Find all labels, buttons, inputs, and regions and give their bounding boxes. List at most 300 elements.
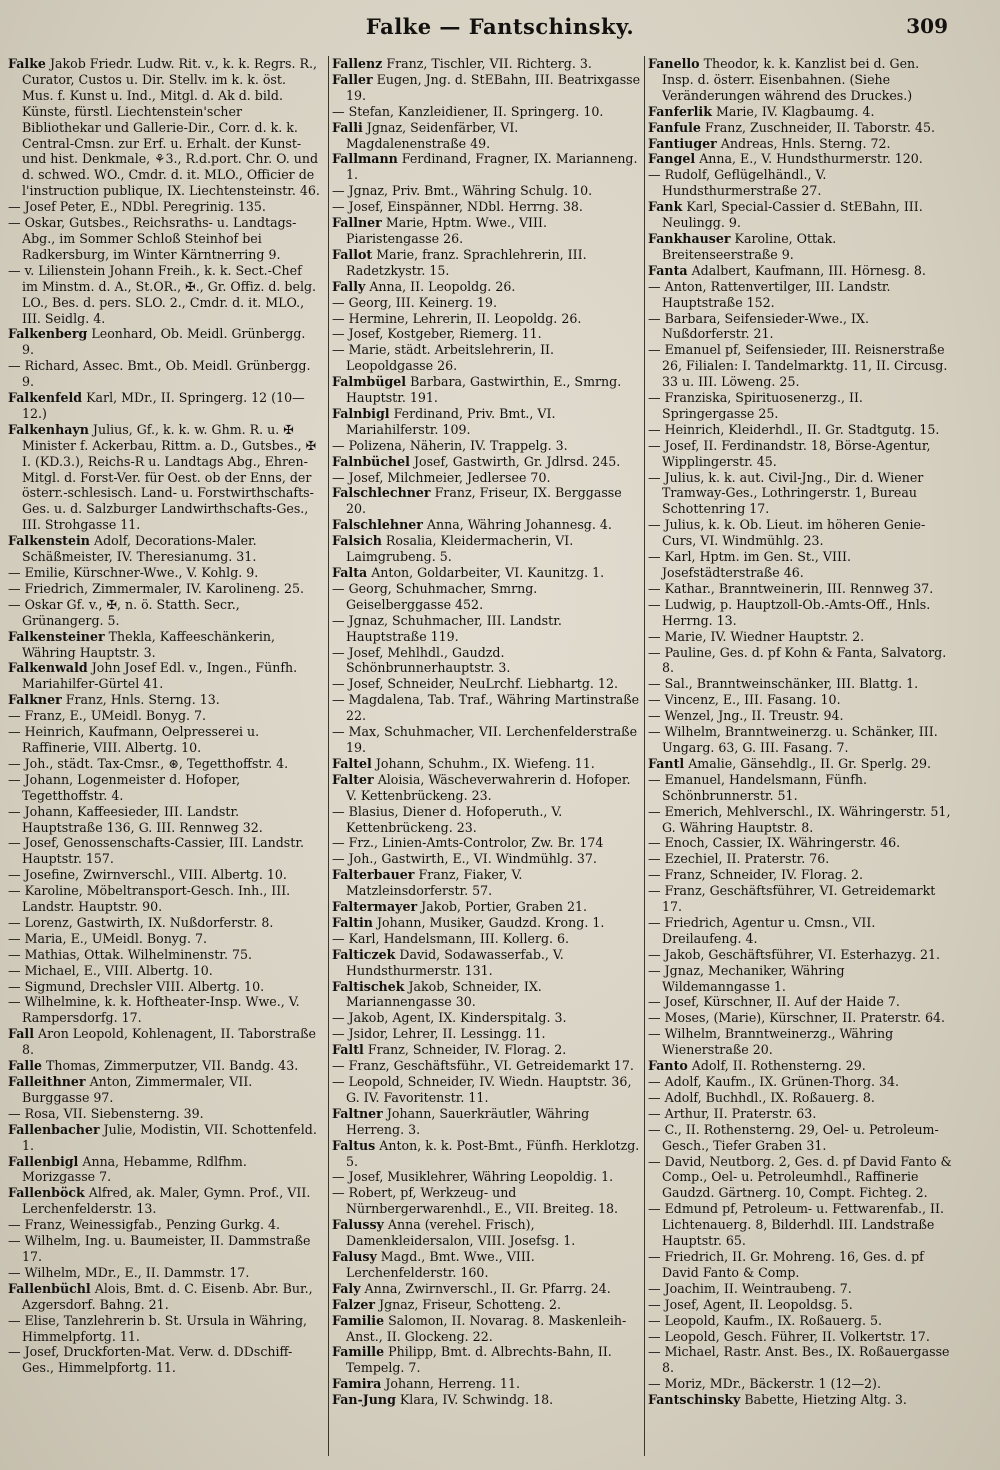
- entry-surname: Fanfule: [648, 119, 701, 135]
- entry-text: — Maria, E., UMeidl. Bonyg. 7.: [8, 930, 207, 946]
- entry-text: — Elise, Tanzlehrerin b. St. Ursula in Währing, Himmelpfortg. 11.: [8, 1312, 308, 1344]
- entry-text: — Michael, E., VIII. Albertg. 10.: [8, 962, 213, 978]
- directory-entry: [648, 756, 954, 772]
- directory-entry: [332, 1392, 642, 1408]
- directory-entry: [648, 1074, 954, 1090]
- directory-entry: [332, 406, 642, 438]
- entry-surname: Fanello: [648, 56, 700, 71]
- directory-entry: [648, 1010, 954, 1026]
- entry-text: — Emanuel, Handelsmann, Fünfh. Schönbrunnerstr. 51.: [648, 771, 867, 803]
- entry-text: Andreas, Hnls. Sterng. 72.: [720, 135, 891, 151]
- entry-text: Anna, Zwirnverschl., II. Gr. Pfarrg. 24.: [364, 1280, 611, 1296]
- directory-entry: [332, 470, 642, 486]
- directory-entry: [648, 1376, 954, 1392]
- entry-surname: Fallot: [332, 246, 373, 262]
- entry-text: — Josef, Einspänner, NDbl. Herrng. 38.: [332, 199, 583, 215]
- directory-entry: [648, 56, 954, 104]
- entry-surname: Faltner: [332, 1105, 383, 1121]
- entry-text: — Josef, Kürschner, II. Auf der Haide 7.: [648, 994, 900, 1010]
- entry-surname: Faltus: [332, 1137, 376, 1153]
- directory-entry: [648, 1201, 954, 1249]
- entry-text: — Leopold, Kaufm., IX. Roßauerg. 5.: [648, 1312, 882, 1328]
- entry-text: — Sigmund, Drechsler VIII. Albertg. 10.: [8, 978, 265, 994]
- entry-text: Julie, Modistin, VII. Schottenfeld. 1.: [22, 1121, 317, 1153]
- entry-text: Franz, Schneider, IV. Florag. 2.: [367, 1042, 567, 1058]
- directory-entry: [332, 804, 642, 836]
- directory-entry: [8, 835, 320, 867]
- entry-text: — Karl, Hptm. im Gen. St., VIII. Josefstädterstraße 46.: [648, 549, 851, 580]
- directory-entry: [648, 1249, 954, 1281]
- entry-surname: Falnbigl: [332, 405, 390, 421]
- entry-text: — Frz., Linien-Amts-Controlor, Zw. Br. 174: [332, 835, 604, 851]
- directory-entry: [648, 438, 954, 470]
- entry-text: — Polizena, Näherin, IV. Trappelg. 3.: [332, 437, 568, 453]
- directory-entry: [332, 947, 642, 979]
- entry-text: Babette, Hietzing Altg. 3.: [744, 1392, 907, 1408]
- entry-surname: Fan-Jung: [332, 1392, 396, 1408]
- entry-text: Ferdinand, Priv. Bmt., VI. Mariahilferstr. 109.: [346, 405, 556, 437]
- entry-text: Marie, IV. Klagbaumg. 4.: [715, 103, 875, 119]
- entry-surname: Falkenfeld: [8, 390, 83, 406]
- entry-text: — Josef, Musiklehrer, Währing Leopoldig. 1.: [332, 1169, 614, 1185]
- directory-entry: [648, 883, 954, 915]
- entry-text: Alois, Bmt. d. C. Eisenb. Abr. Bur., Azgersdorf. Bahng. 21.: [22, 1280, 313, 1312]
- entry-surname: Falkensteiner: [8, 628, 105, 644]
- directory-entry: [8, 692, 320, 708]
- page-header: [0, 8, 1000, 42]
- entry-text: Anna, Währing Johannesg. 4.: [426, 517, 612, 533]
- entry-text: — Georg, III. Keinerg. 19.: [332, 294, 497, 310]
- entry-surname: Fallenz: [332, 56, 383, 71]
- directory-entry: [332, 1138, 642, 1170]
- entry-text: Adolf, II. Rothensterng. 29.: [691, 1058, 866, 1074]
- entry-text: — Moses, (Marie), Kürschner, II. Praterstr. 64.: [648, 1010, 945, 1026]
- entry-text: — Wilhelmine, k. k. Hoftheater-Insp. Wwe., V. Rampersdorfg. 17.: [8, 994, 300, 1026]
- entry-text: Thekla, Kaffeeschänkerin, Währing Hauptstr. 3.: [22, 628, 276, 660]
- entry-surname: Falkenhayn: [8, 421, 89, 437]
- entry-text: David, Sodawasserfab., V. Hundsthurmerstr. 131.: [346, 946, 564, 978]
- directory-entry: [648, 597, 954, 629]
- directory-entry: [648, 629, 954, 645]
- entry-text: — Oskar, Gutsbes., Reichsraths- u. Landtags-Abg., im Sommer Schloß Steinhof bei Radkersburg, im Winter Kärntnerring 9.: [8, 215, 297, 262]
- entry-text: — Heinrich, Kaufmann, Oelpresserei u. Raffinerie, VIII. Albertg. 10.: [8, 724, 260, 755]
- directory-entry: [648, 947, 954, 963]
- directory-entry: [8, 1313, 320, 1345]
- entry-text: — Adolf, Buchhdl., IX. Roßauerg. 8.: [648, 1089, 875, 1105]
- entry-text: — Lorenz, Gastwirth, IX. Nußdorferstr. 8.: [8, 914, 274, 930]
- entry-text: — Max, Schuhmacher, VII. Lerchenfelderstraße 19.: [332, 724, 638, 755]
- entry-text: — Edmund pf, Petroleum- u. Fettwarenfab., II. Lichtenauerg. 8, Bilderhdl. III. Landstraße Hauptstr. 65.: [648, 1201, 944, 1249]
- directory-entry: [332, 899, 642, 915]
- entry-text: — Franziska, Spirituosenerzg., II. Springergasse 25.: [648, 390, 863, 421]
- directory-entry: [332, 1281, 642, 1297]
- directory-entry: [332, 1106, 642, 1138]
- entry-text: — Leopold, Schneider, IV. Wiedn. Hauptstr. 36, G. IV. Favoritenstr. 11.: [332, 1074, 632, 1105]
- entry-surname: Fallner: [332, 215, 382, 231]
- entry-text: Josef, Gastwirth, Gr. Jdlrsd. 245.: [413, 453, 621, 469]
- directory-entry: [332, 342, 642, 374]
- entry-text: Johann, Herreng. 11.: [385, 1376, 520, 1392]
- directory-entry: [332, 581, 642, 613]
- directory-entry: [8, 883, 320, 915]
- directory-entry: [8, 326, 320, 358]
- entry-text: — Wilhelm, Branntweinerzg., Währing Wienerstraße 20.: [648, 1026, 894, 1058]
- directory-entry: [648, 342, 954, 390]
- directory-entry: [648, 994, 954, 1010]
- directory-entry: [648, 772, 954, 804]
- entry-text: — Arthur, II. Praterstr. 63.: [648, 1105, 817, 1121]
- entry-text: — Karl, Handelsmann, III. Kollerg. 6.: [332, 930, 570, 946]
- entry-surname: Falkner: [8, 692, 62, 708]
- entry-surname: Faltermayer: [332, 899, 418, 915]
- directory-entry: [8, 358, 320, 390]
- entry-text: — v. Lilienstein Johann Freih., k. k. Sect.-Chef im Minstm. d. A., St.OR., ✠., Gr. Offiz. d. belg. LO., Bes. d. pers. SLO. 2., Cmdr. d. it. MLO., III. Seidlg. 4.: [8, 262, 317, 326]
- entry-text: Franz, Hnls. Sterng. 13.: [65, 692, 220, 708]
- directory-entry: [332, 565, 642, 581]
- entry-text: — Julius, k. k. aut. Civil-Jng., Dir. d. Wiener Tramway-Ges., Lothringerstr. 1, Bureau Schottenring 17.: [648, 469, 924, 517]
- directory-entry: [332, 835, 642, 851]
- entry-text: Franz, Zuschneider, II. Taborstr. 45.: [704, 119, 935, 135]
- directory-entry: [332, 215, 642, 247]
- directory-entry: [332, 1217, 642, 1249]
- directory-entry: [8, 390, 320, 422]
- entry-text: — David, Neutborg. 2, Ges. d. pf David Fanto & Comp., Oel- u. Petroleumhdl., Raffinerie Gaudzd. Gärtnerg. 10, Compt. Fichteg. 2.: [648, 1153, 952, 1201]
- entry-text: Theodor, k. k. Kanzlist bei d. Gen. Insp. d. österr. Eisenbahnen. (Siehe Veränderungen während des Druckes.): [662, 56, 920, 103]
- entry-surname: Fanta: [648, 262, 688, 278]
- directory-entry: [332, 1010, 642, 1026]
- entry-text: — Hermine, Lehrerin, II. Leopoldg. 26.: [332, 310, 582, 326]
- entry-surname: Falnbüchel: [332, 453, 410, 469]
- directory-entry: [332, 692, 642, 724]
- entry-text: John Josef Edl. v., Ingen., Fünfh. Mariahilfer-Gürtel 41.: [22, 660, 298, 692]
- directory-entry: [8, 1026, 320, 1058]
- entry-text: — Oskar Gf. v., ✠, n. ö. Statth. Secr., Grünangerg. 5.: [8, 596, 240, 628]
- entry-text: Leonhard, Ob. Meidl. Grünbergg. 9.: [22, 326, 306, 358]
- directory-entry: [8, 1058, 320, 1074]
- entry-text: — Rudolf, Geflügelhändl., V. Hundsthurmerstraße 27.: [648, 167, 827, 199]
- directory-entry: [332, 485, 642, 517]
- entry-text: Julius, Gf., k. k. w. Ghm. R. u. ✠ Minister f. Ackerbau, Rittm. a. D., Gutsbes., ✠ I. (KD.3.), Reichs-R u. Landtags Abg., Ehren-Mitgl. d. Forst-Ver. für Oest. ob der Enns, der österr.-schlesisch. Land- u. Forstwirthschafts-Ges. u. d. Salzburger Landwirthschafts-Ges., III. Strohgasse 11.: [22, 421, 317, 533]
- entry-text: — Friedrich, Agentur u. Cmsn., VII. Dreilaufeng. 4.: [648, 914, 876, 946]
- directory-entry: [332, 72, 642, 104]
- entry-surname: Falticzek: [332, 946, 396, 962]
- entry-text: Adolf, Decorations-Maler. Schäßmeister, IV. Theresianumg. 31.: [22, 533, 257, 565]
- entry-text: Anton, k. k. Post-Bmt., Fünfh. Herklotzg. 5.: [346, 1137, 640, 1169]
- directory-entry: [332, 1169, 642, 1185]
- directory-entry: [8, 724, 320, 756]
- entry-surname: Fantl: [648, 755, 685, 771]
- entry-text: Ferdinand, Fragner, IX. Marianneng. 1.: [346, 151, 638, 183]
- entry-text: Anna, Hebamme, Rdlfhm. Morizgasse 7.: [22, 1153, 247, 1185]
- entry-surname: Falkenstein: [8, 533, 90, 549]
- entry-surname: Falussy: [332, 1217, 384, 1233]
- entry-text: — Josef, Kostgeber, Riemerg. 11.: [332, 326, 542, 342]
- entry-text: — Robert, pf, Werkzeug- und Nürnbergerwarenhdl., E., VII. Breiteg. 18.: [332, 1185, 619, 1217]
- entry-text: — Wilhelm, Ing. u. Baumeister, II. Dammstraße 17.: [8, 1233, 311, 1264]
- directory-entry: [648, 263, 954, 279]
- directory-entry: [332, 104, 642, 120]
- entry-surname: Falsich: [332, 533, 382, 549]
- directory-entry: [8, 1233, 320, 1265]
- directory-entry: [648, 1344, 954, 1376]
- directory-entry: [332, 199, 642, 215]
- directory-entry: [332, 295, 642, 311]
- entry-surname: Falzer: [332, 1296, 375, 1312]
- directory-entry: [648, 231, 954, 263]
- directory-entry: [8, 1185, 320, 1217]
- directory-entry: [648, 724, 954, 756]
- directory-entry: [332, 183, 642, 199]
- directory-entry: [332, 931, 642, 947]
- directory-entry: [332, 1376, 642, 1392]
- entry-surname: Fantschinsky: [648, 1392, 741, 1408]
- directory-entry: [648, 804, 954, 836]
- entry-text: — Marie, städt. Arbeitslehrerin, II. Leopoldgasse 26.: [332, 342, 555, 374]
- entry-surname: Fallenbüchl: [8, 1280, 91, 1296]
- entry-text: — Michael, Rastr. Anst. Bes., IX. Roßauergasse 8.: [648, 1344, 950, 1376]
- entry-text: — Magdalena, Tab. Traf., Währing Martinstraße 22.: [332, 692, 640, 724]
- entry-text: — Josefine, Zwirnverschl., VIII. Albertg. 10.: [8, 867, 287, 883]
- entry-surname: Fanto: [648, 1058, 688, 1074]
- directory-entry: [648, 1026, 954, 1058]
- entry-text: — Jgnaz, Mechaniker, Währing Wildemanngasse 1.: [648, 962, 845, 994]
- directory-entry: [648, 1297, 954, 1313]
- entry-text: Jgnaz, Seidenfärber, VI. Magdalenenstraße 49.: [346, 119, 519, 151]
- entry-surname: Falli: [332, 119, 363, 135]
- directory-entry: [648, 470, 954, 518]
- directory-entry: [8, 1217, 320, 1233]
- entry-text: — Josef, II. Ferdinandstr. 18, Börse-Agentur, Wipplingerstr. 45.: [648, 437, 931, 469]
- entry-text: — Joh., städt. Tax-Cmsr., ⊛, Tegetthoffstr. 4.: [8, 755, 289, 771]
- directory-entry: [648, 311, 954, 343]
- directory-entry: [332, 772, 642, 804]
- entry-text: — Joachim, II. Weintraubeng. 7.: [648, 1280, 852, 1296]
- entry-text: Johann, Schuhm., IX. Wiefeng. 11.: [375, 755, 595, 771]
- directory-column-3: [644, 56, 954, 1456]
- entry-text: Johann, Sauerkräutler, Währing Herreng. 3.: [346, 1105, 590, 1137]
- entry-text: — C., II. Rothensterng. 29, Oel- u. Petroleum-Gesch., Tiefer Graben 31.: [648, 1121, 939, 1153]
- entry-text: Amalie, Gänsehdlg., II. Gr. Sperlg. 29.: [688, 755, 932, 771]
- directory-entry: [332, 533, 642, 565]
- directory-entry: [648, 915, 954, 947]
- directory-entry: [648, 136, 954, 152]
- entry-text: Marie, franz. Sprachlehrerin, III. Radetzkystr. 15.: [346, 246, 587, 278]
- directory-entry: [332, 1026, 642, 1042]
- directory-entry: [648, 692, 954, 708]
- entry-surname: Fangel: [648, 151, 696, 167]
- entry-surname: Faltin: [332, 914, 373, 930]
- directory-entry: [8, 1074, 320, 1106]
- entry-text: — Wilhelm, MDr., E., II. Dammstr. 17.: [8, 1264, 250, 1280]
- directory-entry: [648, 835, 954, 851]
- entry-text: Anna, E., V. Hundsthurmerstr. 120.: [699, 151, 923, 167]
- directory-entry: [8, 581, 320, 597]
- entry-surname: Faltischek: [332, 978, 405, 994]
- entry-surname: Falleithner: [8, 1074, 86, 1089]
- entry-surname: Fallenböck: [8, 1185, 85, 1201]
- directory-entry: [8, 979, 320, 995]
- entry-text: Franz, Tischler, VII. Richterg. 3.: [386, 56, 592, 71]
- directory-entry: [648, 1122, 954, 1154]
- entry-text: — Moriz, MDr., Bäckerstr. 1 (12—2).: [648, 1376, 881, 1392]
- directory-entry: [332, 374, 642, 406]
- directory-entry: [648, 279, 954, 311]
- entry-text: Jakob Friedr. Ludw. Rit. v., k. k. Regrs. R., Curator, Custos u. Dir. Stellv. im k. k. öst. Mus. f. Kunst u. Ind., Mitgl. d. Ak d. bild. Künste, fürstl. Liechtenstein'scher Bibliothekar und Gallerie-Dir., Corr. d. k. k. Central-Cmsn. zur Erf. u. Erhalt. der Kunst- und hist. Denkmale, ⚘3., R.d.port. Chr. O. und d. schwed. WO., Cmdr. d. it. MLO., Officier de l'instruction publique, IX. Liechtensteinstr. 46.: [22, 56, 320, 199]
- directory-entry: [648, 549, 954, 581]
- entry-text: Alfred, ak. Maler, Gymn. Prof., VII. Lerchenfelderstr. 13.: [22, 1185, 311, 1217]
- entry-text: — Georg, Schuhmacher, Smrng. Geiselberggasse 452.: [332, 580, 538, 612]
- directory-entry: [8, 199, 320, 215]
- directory-entry: [332, 1185, 642, 1217]
- entry-text: — Ezechiel, II. Praterstr. 76.: [648, 851, 830, 867]
- directory-entry: [332, 279, 642, 295]
- entry-surname: Faltel: [332, 755, 372, 771]
- entry-text: — Jsidor, Lehrer, II. Lessingg. 11.: [332, 1026, 546, 1042]
- entry-surname: Falmbügel: [332, 374, 407, 390]
- directory-entry: [648, 1329, 954, 1345]
- entry-text: — Josef, Mehlhdl., Gaudzd. Schönbrunnerhauptstr. 3.: [332, 644, 511, 676]
- entry-text: — Pauline, Ges. d. pf Kohn & Fanta, Salvatorg. 8.: [648, 644, 947, 676]
- entry-surname: Falschlehner: [332, 517, 423, 533]
- entry-text: — Kathar., Branntweinerin, III. Rennweg 37.: [648, 580, 934, 596]
- entry-text: — Wilhelm, Branntweinerzg. u. Schänker, III. Ungarg. 63, G. III. Fasang. 7.: [648, 724, 938, 755]
- directory-entry: [648, 1106, 954, 1122]
- directory-entry: [332, 454, 642, 470]
- entry-text: — Marie, IV. Wiedner Hauptstr. 2.: [648, 628, 865, 644]
- entry-surname: Falkenwald: [8, 660, 88, 676]
- directory-entry: [648, 867, 954, 883]
- directory-entry: [648, 1090, 954, 1106]
- entry-text: — Franz, Schneider, IV. Florag. 2.: [648, 867, 863, 883]
- entry-text: — Johann, Kaffeesieder, III. Landstr. Hauptstraße 136, G. III. Rennweg 32.: [8, 803, 263, 835]
- entry-text: Adalbert, Kaufmann, III. Hörnesg. 8.: [691, 262, 926, 278]
- entry-text: — Josef, Agent, II. Leopoldsg. 5.: [648, 1296, 853, 1312]
- entry-surname: Falter: [332, 771, 374, 787]
- directory-entry: [648, 1392, 954, 1408]
- entry-text: — Jakob, Geschäftsführer, VI. Esterhazyg. 21.: [648, 946, 940, 962]
- entry-text: — Julius, k. k. Ob. Lieut. im höheren Genie-Curs, VI. Windmühlg. 23.: [648, 517, 926, 549]
- entry-text: — Stefan, Kanzleidiener, II. Springerg. 10.: [332, 103, 604, 119]
- entry-surname: Faly: [332, 1280, 361, 1296]
- directory-entry: [8, 931, 320, 947]
- entry-text: Eugen, Jng. d. StEBahn, III. Beatrixgasse 19.: [346, 71, 641, 103]
- entry-text: — Franz, Geschäftsführer, VI. Getreidemarkt 17.: [648, 883, 936, 915]
- directory-entry: [8, 660, 320, 692]
- entry-surname: Falterbauer: [332, 867, 415, 883]
- entry-text: — Vincenz, E., III. Fasang. 10.: [648, 692, 841, 708]
- directory-entry: [332, 56, 642, 72]
- directory-entry: [648, 120, 954, 136]
- entry-text: Marie, Hptm. Wwe., VIII. Piaristengasse 26.: [346, 215, 547, 246]
- entry-text: Anton, Goldarbeiter, VI. Kaunitzg. 1.: [371, 565, 605, 580]
- directory-entry: [332, 438, 642, 454]
- directory-entry: [332, 1297, 642, 1313]
- entry-text: — Franz, Geschäftsführ., VI. Getreidemarkt 17.: [332, 1058, 634, 1074]
- directory-entry: [648, 851, 954, 867]
- directory-entry: [8, 1344, 320, 1376]
- entry-text: — Wenzel, Jng., II. Treustr. 94.: [648, 708, 844, 724]
- entry-text: Jakob, Schneider, IX. Mariannengasse 30.: [346, 978, 542, 1010]
- entry-text: Jakob, Portier, Graben 21.: [421, 899, 587, 915]
- directory-entry: [8, 1281, 320, 1313]
- entry-text: — Josef, Druckforten-Mat. Verw. d. DDschiff-Ges., Himmelpfortg. 11.: [8, 1344, 293, 1376]
- directory-entry: [8, 533, 320, 565]
- directory-entry: [332, 756, 642, 772]
- entry-surname: Falta: [332, 565, 368, 580]
- entry-text: Anton, Zimmermaler, VII. Burggasse 97.: [22, 1074, 253, 1105]
- directory-entry: [648, 151, 954, 167]
- entry-surname: Faltl: [332, 1042, 364, 1058]
- directory-entry: [648, 199, 954, 231]
- directory-entry: [332, 311, 642, 327]
- entry-text: — Rosa, VII. Siebensterng. 39.: [8, 1105, 204, 1121]
- directory-entry: [648, 517, 954, 549]
- entry-surname: Familie: [332, 1312, 385, 1328]
- directory-entry: [332, 613, 642, 645]
- entry-surname: Falle: [8, 1058, 42, 1074]
- entry-surname: Fallenbacher: [8, 1121, 100, 1137]
- directory-entry: [332, 645, 642, 677]
- directory-entry: [8, 1122, 320, 1154]
- directory-entry: [332, 1313, 642, 1345]
- directory-entry: [648, 104, 954, 120]
- directory-entry: [648, 963, 954, 995]
- entry-text: Rosalia, Kleidermacherin, VI. Laimgrubeng. 5.: [346, 533, 574, 565]
- directory-entry: [332, 1074, 642, 1106]
- entry-text: Thomas, Zimmerputzer, VII. Bandg. 43.: [46, 1058, 299, 1074]
- directory-entry: [332, 1249, 642, 1281]
- directory-entry: [8, 994, 320, 1026]
- directory-entry: [332, 979, 642, 1011]
- directory-entry: [648, 1154, 954, 1202]
- directory-entry: [8, 263, 320, 327]
- entry-surname: Fallenbigl: [8, 1153, 79, 1169]
- directory-entry: [332, 724, 642, 756]
- entry-text: Anna (verehel. Frisch), Damenkleidersalon, VIII. Josefsg. 1.: [346, 1217, 576, 1249]
- entry-text: — Barbara, Seifensieder-Wwe., IX. Nußdorferstr. 21.: [648, 310, 869, 342]
- entry-surname: Falschlechner: [332, 485, 431, 501]
- directory-entry: [8, 756, 320, 772]
- entry-text: — Emilie, Kürschner-Wwe., V. Kohlg. 9.: [8, 565, 259, 580]
- entry-text: — Emerich, Mehlverschl., IX. Währingerstr. 51, G. Währing Hauptstr. 8.: [648, 803, 951, 835]
- directory-entry: [332, 326, 642, 342]
- entry-text: — Richard, Assec. Bmt., Ob. Meidl. Grünbergg. 9.: [8, 358, 311, 390]
- entry-text: — Josef, Schneider, NeuLrchf. Liebhartg. 12.: [332, 676, 618, 692]
- entry-surname: Falusy: [332, 1248, 377, 1264]
- entry-text: — Franz, Weinessigfab., Penzing Gurkg. 4.: [8, 1217, 281, 1233]
- entry-surname: Fantiuger: [648, 135, 717, 151]
- running-head-title: Falke — Fantschinsky.: [365, 14, 635, 39]
- entry-surname: Fank: [648, 199, 683, 215]
- entry-text: — Adolf, Kaufm., IX. Grünen-Thorg. 34.: [648, 1074, 900, 1089]
- directory-entry: [8, 867, 320, 883]
- entry-text: Johann, Musiker, Gaudzd. Krong. 1.: [376, 914, 605, 930]
- directory-entry: [8, 597, 320, 629]
- entry-text: Aron Leopold, Kohlenagent, II. Taborstraße 8.: [22, 1026, 316, 1058]
- directory-entry: [8, 1106, 320, 1122]
- directory-entry: [8, 1265, 320, 1281]
- directory-entry: [648, 167, 954, 199]
- directory-entry: [648, 708, 954, 724]
- entry-text: Franz, Fiaker, V. Matzleinsdorferstr. 57.: [346, 867, 523, 899]
- entry-text: Karl, MDr., II. Springerg. 12 (10—12.): [22, 390, 305, 421]
- directory-entry: [332, 1058, 642, 1074]
- directory-entry: [648, 390, 954, 422]
- entry-text: — Josef Peter, E., NDbl. Peregrinig. 135.: [8, 199, 266, 215]
- directory-entry: [8, 947, 320, 963]
- entry-text: — Ludwig, p. Hauptzoll-Ob.-Amts-Off., Hnls. Herrng. 13.: [648, 596, 931, 628]
- entry-text: Aloisia, Wäscheverwahrerin d. Hofoper. V. Kettenbrückeng. 23.: [346, 771, 631, 803]
